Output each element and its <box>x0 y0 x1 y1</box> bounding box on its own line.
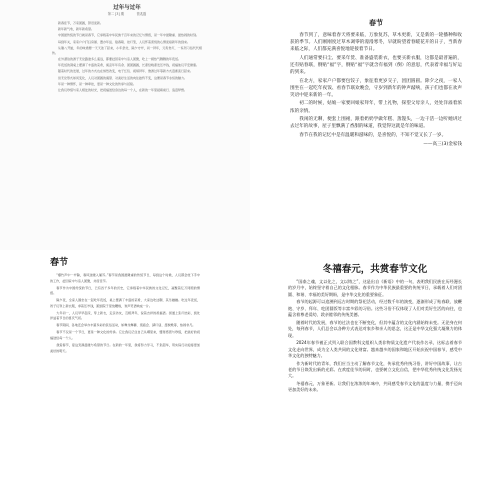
paragraph: 2024年春节被正式列入联合国教科文组织人类非物质文化遗产代表作名录，这标志着春节文化走向世界，成为全人类共同的文化财富。越来越多的国家和地区开始庆祝中国春节，感受中华文化的独特魅力。 <box>288 340 462 359</box>
paragraph: 春节不仅是一个节日，更是一种文化的传承。它让我们记住自己从哪里来，懂得感恩与珍惜，把美好的祝福送给每一个人。 <box>50 330 200 340</box>
paragraph: 新春佳节，万家团圆，辞旧迎新。 <box>58 21 104 25</box>
essay-body <box>288 263 462 395</box>
paragraph: 让我们珍惜与家人相处的时光，把祝福送给身边的每一个人，在新的一年里砥砺前行、追逐梦想。 <box>58 87 188 92</box>
paragraph: 年是一种情怀，是一种牵挂，更是一种文化的传承与延续。 <box>58 81 137 86</box>
paragraph: “爆竹声中一岁除，春风送暖入屠苏。”春节是我国最隆重的传统节日，每到这个时候，人们都会放下手中的工作，赶回家中与亲人团聚，共度佳节。 <box>50 273 200 283</box>
paragraph: 除夕夜，全家人围坐在一起吃年夜饭，桌上摆满了丰盛的菜肴，大家边吃边聊，其乐融融。吃过年夜饭，孩子们穿上新衣服，拿着压岁钱，跑到院子里放鞭炮，欢声笑语响成一片。 <box>50 298 200 308</box>
paragraph: 我爱春节，爱这充满温暖与希望的节日。在新的一年里，我将努力学习，不负韶华，用实际行动迎接更加美好的明天。 <box>50 342 200 353</box>
paragraph: 春节到了，意味着春天将要来临，万象复苏，草木更新，又是新的一轮播种和收获的季节。人们刚刚度过草木凋零的漫漫寒冬，早就盼望着春暖花开的日子，当新春来临之际，人们都充满喜悦地迎接着节日。 <box>290 33 462 53</box>
paragraph: 新年新气象，新年新希望。 <box>58 27 95 32</box>
paragraph: 随着时代的发展，过年的方式也在悄然改变，电子红包、视频拜年、旅游过年等新方式逐渐流行起来。 <box>58 69 194 74</box>
paragraph: 春节的起源可以追溯到远古时期的祭祀活动，经过数千年的演变，逐渐形成了贴春联、放鞭炮、守岁、拜年、吃团圆饭等丰富多彩的习俗。这些习俗不仅体现了人们对美好生活的向往，也蕴含着尊老爱幼、敦亲睦邻的传统美德。 <box>288 299 462 318</box>
paragraph: 年夜饭的餐桌上摆满了丰盛的菜肴，寓意年年有余、团团圆圆，长辈给晚辈发压岁钱，祝福他们平安健康。 <box>58 63 200 68</box>
paragraph: 随着时代的发展，春节的过法也在不断变化，但其中蕴含的文化内涵始终未变。无论身在何处，每到春节，人们总会以各种方式表达对家乡和亲人的思念，这正是中华文化强大凝聚力的体现。 <box>288 319 462 338</box>
paragraph: 春节期间，各地还会举办丰富多彩的民俗活动，如舞龙舞狮、逛庙会、猜灯谜、扭秧歌等，热闹非凡。 <box>56 323 196 328</box>
paragraph: 在北方，家家户户都要包饺子，象征着更岁交子，团团圆圆。除夕之夜，一家人围坐在一起吃年夜饭、看春节联欢晚会，守岁到新年的钟声敲响，孩子们也都在欢声笑语中迎来新的一年。 <box>290 78 462 98</box>
paragraph: 从腊八开始，年的味道便一天天浓了起来，小年祭灶，除夕守岁，初一拜年，元宵赏灯，一系列习俗代代相传。 <box>52 45 202 55</box>
paragraph: 人们通常要扫尘、要采年货、准备盛装新衣，也要买新衣服，这都是最普遍的，还有贴春联，倒贴“福”字，倒贴“福”字就含有福到（倒）的意思，代表着幸福与好运的到来。 <box>290 55 462 76</box>
paragraph: 在外漂泊的游子无论路途多么遥远，都要赶回家中与亲人团聚，吃上一顿热气腾腾的年夜饭。 <box>58 56 182 61</box>
paragraph: “国泰之魂，文以化之，文以铸之”，这是出自《新语》中的一句，表明我们民族在历经漫长的岁月中，始终坚守着自己的文化根脉。春节作为中华民族最重要的传统节日，承载着人们对团圆、和谐、幸福的美好期盼，是中华文化的重要象征。 <box>288 279 462 297</box>
essay-title: 过年与过年 <box>113 5 141 11</box>
paragraph: 春节作为中国传统的节日，已有四千多年的历史，它承载着中华民族的文化记忆，凝聚着亿万同胞的情感。 <box>50 285 200 296</box>
paragraph: 春节在我的记忆中是有温暖和滋味的，是喜悦的，不知不觉又长了一岁。 <box>299 132 447 138</box>
paragraph: 但无论形式如何变化，人们对团圆的渴望、对美好生活的向往始终不变，这便是春节永恒的魅力。 <box>58 75 188 80</box>
paragraph: 大年初一，人们早早起床，穿上新衣，走亲访友，互相拜年，说着吉祥的祝福语。街道上张灯结彩，到处洋溢着节日的喜庆气氛。 <box>50 310 200 321</box>
essay-panel-bottom-right <box>250 250 500 500</box>
essay-panel-bottom-left <box>0 250 250 500</box>
essay-panel-top-right <box>250 0 500 250</box>
essay-body <box>50 256 200 355</box>
paragraph: 初二的时候，姑娘一家要回娘家拜年，带上礼物，探望父母亲人，处处洋溢着浓浓的亲情。 <box>290 101 462 114</box>
paragraph: 作为新时代的青年，我们应当主动了解春节文化，传承优秀传统习俗，讲好中国故事，让古老的节日焕发出新的光彩。在欢度佳节的同时，也要树立文化自信，把中华优秀传统文化发扬光大。 <box>288 360 462 379</box>
paragraph: 冬禧春元，万象更新。让我们在浓浓的年味中，共同感受春节文化的温度与力量，携手迈向更加美好的未来。 <box>288 381 462 393</box>
author-signature: ——高三(3)金家钱 <box>423 141 462 147</box>
essay-body <box>52 4 202 94</box>
essay-title: 春节 <box>369 19 383 27</box>
essay-panel-top-left <box>0 0 250 250</box>
paragraph: 每到年关，家家户户打扫房屋、置办年货、贴春联、挂灯笼，人们怀着喜悦的心情迎接新年的到来。 <box>58 39 191 44</box>
essay-title: 春节 <box>50 258 69 268</box>
essay-title: 冬禧春元，共赏春节文化 <box>322 264 428 275</box>
paragraph: 我闲的无聊，便套上围裙，跟着奶奶学做年糕、蒸馒头，一边干活一边听她讲过去过年的故事，屋子里飘满了香甜的味道，我觉得这就是年的味道。 <box>290 116 462 130</box>
essay-meta: 第二 [3] 期 管兆磊 <box>107 12 147 16</box>
essay-body <box>290 18 462 148</box>
paragraph: 中国最传统的节日就是春节，它承载着中华民族千百年来的记忆与情感，是一年中最隆重、最热闹的时刻。 <box>58 33 200 38</box>
